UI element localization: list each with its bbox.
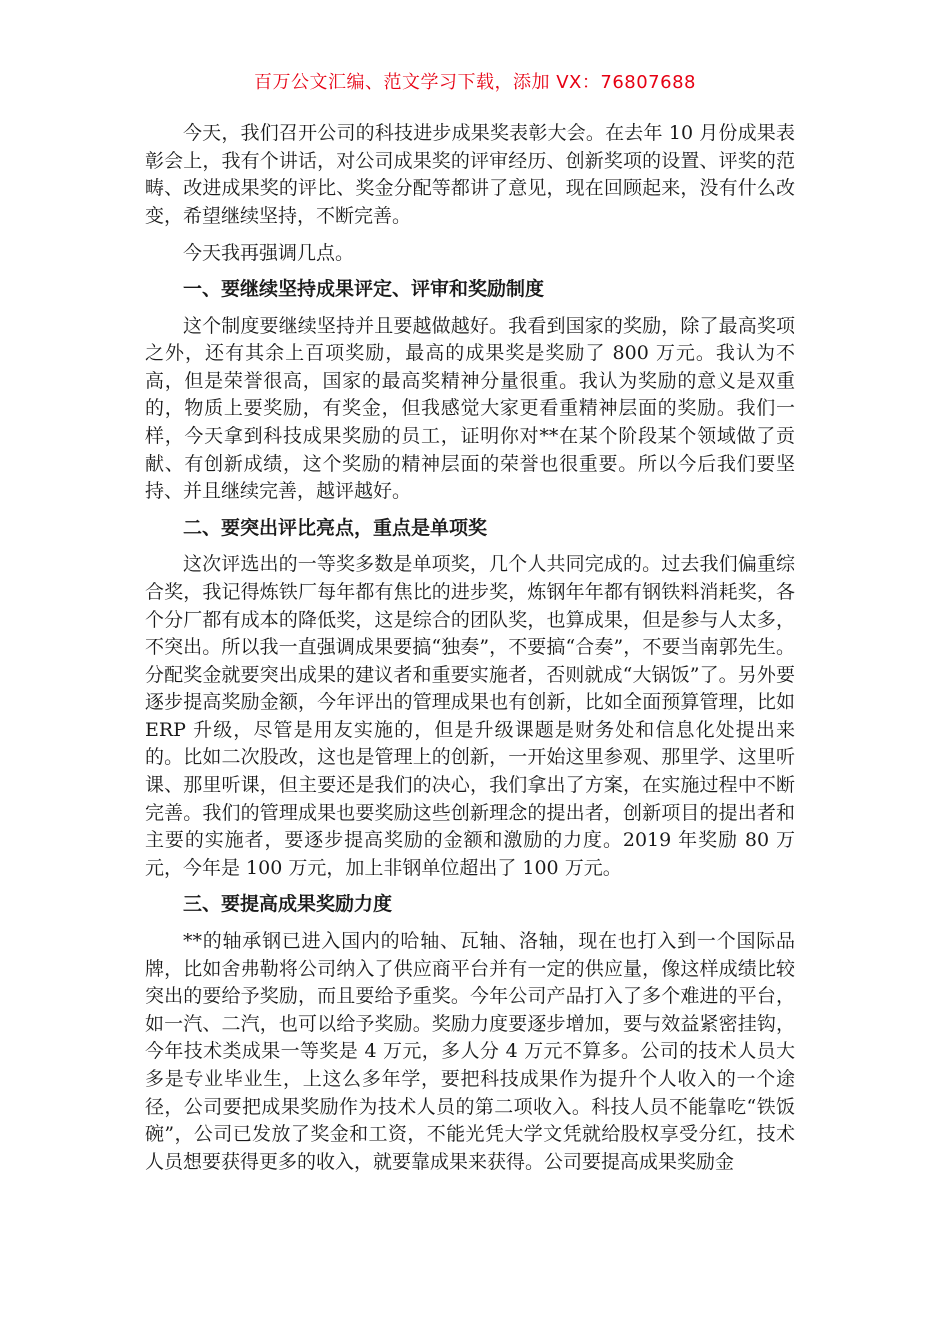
section-heading-3: 三、要提高成果奖励力度 [183,893,393,916]
section-heading-2: 二、要突出评比亮点，重点是单项奖 [183,516,488,539]
section-heading-1: 一、要继续坚持成果评定、评审和奖励制度 [183,277,545,300]
paragraph-emphasis-intro: 今天我再强调几点。 [183,242,355,265]
paragraph-section-1: 这个制度要继续坚持并且要越做越好。我看到国家的奖励，除了最高奖项之外，还有其余上百项奖励，最高的成果奖是奖励了 800 万元。我认为不高，但是荣誉很高，国家的最高奖精神分量很重。我认为奖励的意义是双重的，物质上要奖励，有奖金，但我感觉大家更看重精神层面的奖励。我们一样，今天拿到科技成果奖励的员工，证明你对**在某个阶段某个领域做了贡献、有创新成绩，这个奖励的精神层面的荣誉也很重要。所以今后我们要坚持、并且继续完善，越评越好。 [145,314,795,503]
paragraph-opening: 今天，我们召开公司的科技进步成果奖表彰大会。在去年 10 月份成果表彰会上，我有个讲话，对公司成果奖的评审经历、创新奖项的设置、评奖的范畴、改进成果奖的评比、奖金分配等都讲了意见，现在回顾起来，没有什么改变，希望继续坚持，不断完善。 [145,122,795,227]
paragraph-section-3: **的轴承钢已进入国内的哈轴、瓦轴、洛轴，现在也打入到一个国际品牌，比如舍弗勒将公司纳入了供应商平台并有一定的供应量，像这样成绩比较突出的要给予奖励，而且要给予重奖。今年公司产品打入了多个难进的平台，如一汽、二汽，也可以给予奖励。奖励力度要逐步增加，要与效益紧密挂钩，今年技术类成果一等奖是 4 万元，多人分 4 万元不算多。公司的技术人员大多是专业毕业生，上这么多年学，要把科技成果作为提升个人收入的一个途径，公司要把成果奖励作为技术人员的第二项收入。科技人员不能靠吃“铁饭碗”，公司已发放了奖金和工资，不能光凭大学文凭就给股权享受分红，技术人员想要获得更多的收入，就要靠成果来获得。公司要提高成果奖励金 [145,930,795,1173]
paragraph-section-2: 这次评选出的一等奖多数是单项奖，几个人共同完成的。过去我们偏重综合奖，我记得炼铁厂每年都有焦比的进步奖，炼钢年年都有钢铁料消耗奖，各个分厂都有成本的降低奖，这是综合的团队奖，也算成果，但是参与人太多，不突出。所以我一直强调成果要搞“独奏”，不要搞“合奏”，不要当南郭先生。分配奖金就要突出成果的建议者和重要实施者，否则就成“大锅饭”了。另外要逐步提高奖励金额，今年评出的管理成果也有创新，比如全面预算管理，比如 ERP 升级，尽管是用友实施的，但是升级课题是财务处和信息化处提出来的。比如二次股改，这也是管理上的创新，一开始这里参观、那里学、这里听课、那里听课，但主要还是我们的决心，我们拿出了方案，在实施过程中不断完善。我们的管理成果也要奖励这些创新理念的提出者，创新项目的提出者和主要的实施者，要逐步提高奖励的金额和激励的力度。2019 年奖励 80 万元，今年是 100 万元，加上非钢单位超出了 100 万元。 [145,553,795,879]
watermark-banner: 百万公文汇编、范文学习下载，添加 VX：76807688 [254,72,696,93]
document-body [145,120,795,1185]
